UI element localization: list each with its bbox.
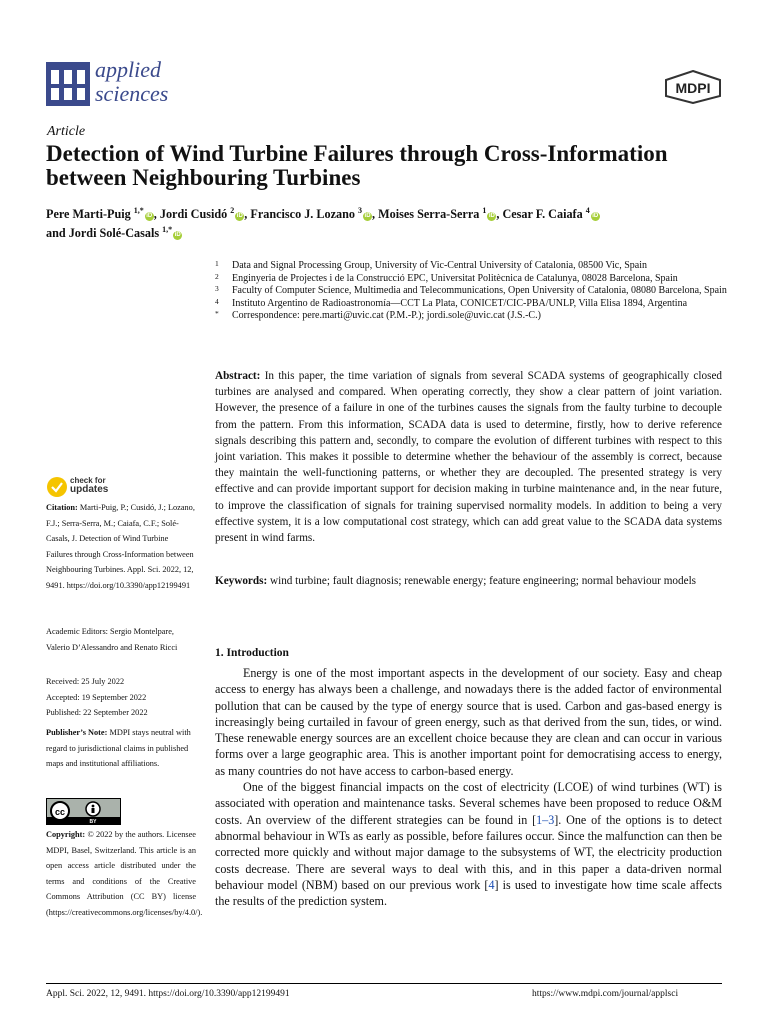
footer-divider [46, 983, 722, 984]
citation-link[interactable]: 1–3 [536, 812, 555, 827]
publisher-note [46, 725, 196, 772]
author-sup: 3 [358, 206, 363, 215]
publisher-note-label: Publisher’s Note: [46, 728, 108, 737]
affiliation-list [215, 260, 735, 323]
citation-text: Marti-Puig, P.; Cusidó, J.; Lozano, F.J.; Serra-Serra, M.; Caiafa, C.F.; Solé-Casals, J. Detection of Wind Turbine Failures through Cross-Information between Neighbouring Turbines. Appl. Sci. 2022, 12, 9491. https://doi.org/10.3390/app12199491 [46, 503, 195, 590]
footer-journal-url[interactable]: https://www.mdpi.com/journal/applsci [532, 989, 679, 999]
copyright-text: © 2022 by the authors. Licensee MDPI, Basel, Switzerland. This article is an open access article distributed under the terms and conditions of the Creative Commons Attribution (CC BY) license (https://creativecommons.org/licenses/by/4.0/). [46, 830, 203, 917]
copyright-label: Copyright: [46, 830, 86, 839]
orcid-icon[interactable]: iD [174, 232, 181, 239]
author-list: Pere Marti-Puig $^{1,*}$iD , Jordi Cusidó $^2$iD , Francisco J. Lozano $^3$iD , Moises Serra-Serra $^1$iD , Cesar F. Caiafa $^4$iD and Jordi Solé-Casals $^{1,*}$iD [46, 206, 599, 241]
check-for-updates-label[interactable]: check for updates [70, 476, 109, 495]
journal-name [95, 58, 168, 106]
accepted-date: Accepted: 19 September 2022 [46, 692, 147, 702]
citation-block [46, 500, 196, 594]
cc-by-license-icon[interactable] [46, 798, 121, 825]
orcid-icon[interactable]: iD [592, 213, 599, 220]
paragraph: Energy is one of the most important aspects in the development of our society. Easy and cheap access to energy has always been a challenge, and nowadays there is the added factor of environmental pollution that can be caused by the type of energy source that is used. Carbon and gas-based energy is increasingly being curtailed in favour of green energy, such as that derived from the sun, tides, or wind. These renewable energy sources are an excellent choice because they are clean and can occur in various forms over a large geographic area. This is another important point for democratising access to energy, as many countries do not have access to carbon-based energy. [215, 666, 722, 778]
svg-text:cc: cc [54, 807, 66, 817]
introduction-body [215, 665, 722, 909]
author-sup: 1,* [162, 225, 173, 235]
author-sup: 4 [585, 206, 590, 215]
keywords-text: wind turbine; fault diagnosis; renewable energy; feature engineering; normal behaviour models [270, 575, 697, 587]
abstract-label: Abstract: [215, 370, 261, 382]
publisher-note-text: MDPI stays neutral with regard to jurisdictional claims in published maps and institutional affiliations. [46, 728, 191, 769]
citation-label: Citation: [46, 503, 78, 512]
author-name: Jordi Solé-Casals [68, 226, 160, 241]
author-name: Francisco J. Lozano [250, 207, 355, 222]
publisher-logo [664, 70, 722, 104]
affiliation: 2 Enginyeria de Projectes i de la Construcció EPC, Universitat Politècnica de Catalunya, 08028 Barcelona, Spain [215, 271, 678, 284]
orcid-icon[interactable]: iD [364, 213, 371, 220]
author-sup: 1 [482, 206, 487, 215]
abstract [215, 368, 722, 546]
section-heading: 1. Introduction [215, 647, 289, 659]
affiliation: 4 Instituto Argentino de Radioastronomía—CCT La Plata, CONICET/CIC-PBA/UNLP, Villa Elisa 1894, Argentina [215, 296, 688, 309]
footer-citation: Appl. Sci. 2022, 12, 9491. https://doi.org/10.3390/app12199491 [46, 989, 290, 999]
article-type: Article [47, 124, 86, 139]
author-sup: 2 [230, 206, 235, 215]
academic-editors: Academic Editors: Sergio Montelpare, Valerio D’Alessandro and Renato Ricci [46, 627, 178, 652]
journal-name-line2: sciences [95, 81, 169, 106]
correspondence: * Correspondence: pere.marti@uvic.cat (P.M.-P.); jordi.sole@uvic.cat (J.S.-C.) [215, 309, 541, 322]
author-name: Pere Marti-Puig [46, 207, 131, 222]
published-date: Published: 22 September 2022 [46, 708, 148, 718]
paragraph: One of the biggest financial impacts on the cost of electricity (LCOE) of wind turbines (WT) is associated with operation and maintenance tasks. Several schemes have been proposed to reduce O&M costs. An overview of the different strategies can be found in [1–3]. One of the options is to detect abnormal behaviour in WTs as early as possible, before failures occur. Since the malfunction can then be corrected more quickly and without major damage to the subsystems of WT, the electricity production costs decrease. There are several ways to deal with this, and in this paper a data-driven normal behaviour model (NBM) based on our previous work [4] is used to investigate how time scale affects the results of the prediction system. [215, 780, 723, 909]
keywords-label: Keywords: [215, 575, 268, 587]
author-name: Cesar F. Caiafa [502, 207, 583, 222]
keywords [215, 573, 722, 589]
orcid-icon[interactable]: iD [236, 213, 243, 220]
dates-block [46, 674, 196, 721]
paper-title: Detection of Wind Turbine Failures through Cross-Information between Neighbouring Turbines [46, 141, 668, 190]
received-date: Received: 25 July 2022 [46, 677, 125, 686]
abstract-text: In this paper, the time variation of signals from several SCADA systems of geographically closed turbines are analysed and compared. When operating correctly, they show a clear pattern of joint variation. However, the presence of a failure in one of the turbines causes the signals from the faulty turbine to decouple from the pattern. From this information, SCADA data is used to determine, firstly, how to derive reference signals describing this pattern and, secondly, to compare the evolution of different turbines with respect to this joint variation. This makes it possible to determine whether the behaviour of the assembly is correct, because they maintain the well-functioning patterns, or whether they are decoupled. The presented strategy is very effective and can provide important support for decision making in turbine maintenance and, in the near future, to improve the classification of signals for training supervised normality models. In addition to being a very effective system, it is a low computational cost strategy, which can add great value to the SCADA data systems present in wind farms. [215, 370, 723, 545]
publisher-name: MDPI [675, 80, 711, 96]
orcid-icon[interactable]: iD [488, 213, 495, 220]
orcid-icon[interactable]: iD [146, 213, 153, 220]
authors-and: and [46, 226, 66, 241]
citation-link[interactable]: 4 [488, 877, 495, 892]
author-sup: 1,* [133, 206, 144, 215]
author-name: Moises Serra-Serra [378, 207, 480, 222]
cc-by-label: BY [89, 819, 97, 824]
journal-name-line1: applied [95, 57, 161, 82]
affiliation: 1 Data and Signal Processing Group, University of Vic-Central University of Catalonia, 08500 Vic, Spain [215, 259, 648, 271]
copyright-block [46, 827, 203, 921]
author-name: Jordi Cusidó [159, 207, 228, 222]
affiliation: 3 Faculty of Computer Science, Multimedia and Telecommunications, Open University of Catalonia, 08080 Barcelona, Spain [215, 284, 727, 297]
